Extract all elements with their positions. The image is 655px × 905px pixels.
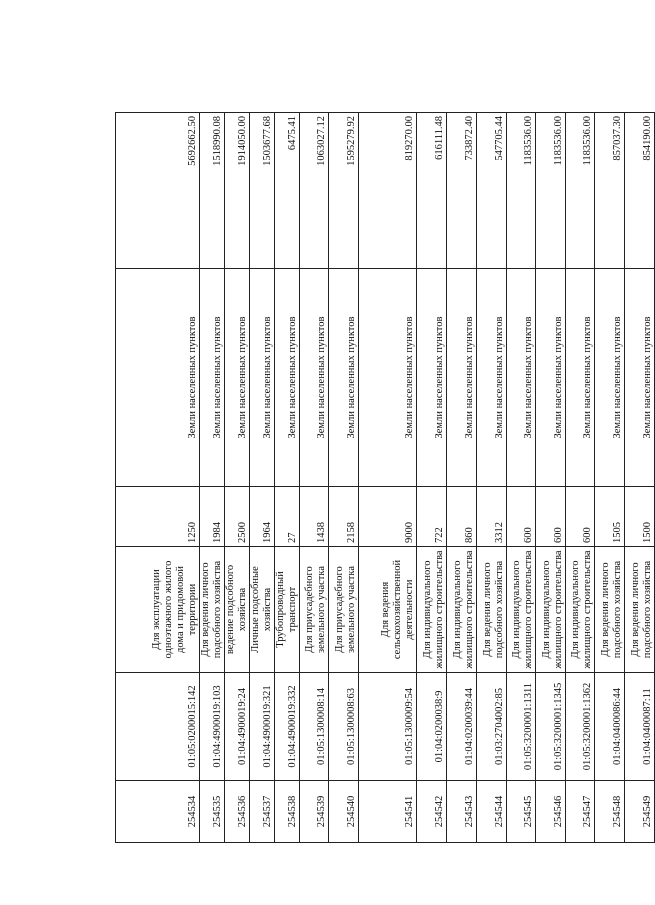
permitted-use: Трубопроводный транспорт — [275, 547, 300, 673]
area-value: 9000 — [359, 487, 417, 547]
cadastral-value: 1063027.12 — [300, 113, 329, 269]
permitted-use: Для индивидуального жилищного строительства — [566, 547, 595, 673]
cadastral-value: 1183536.00 — [536, 113, 566, 269]
table-row — [447, 113, 477, 843]
cadastral-number: 01:04:4900019:24 — [225, 673, 250, 781]
table-row — [625, 113, 655, 843]
table-row — [417, 113, 447, 843]
row-id: 254547 — [566, 781, 595, 843]
cadastral-value: 1503677.68 — [250, 113, 275, 269]
permitted-use: Личные подсобные хозяйства — [250, 547, 275, 673]
permitted-use: Для ведения личного подсобного хозяйства — [625, 547, 655, 673]
cadastral-value: 5692662.50 — [116, 113, 200, 269]
permitted-use: Для эксплуатации одноэтажного жилого дома и придомовой территории — [116, 547, 200, 673]
row-id: 254544 — [477, 781, 507, 843]
area-value: 600 — [536, 487, 566, 547]
cadastral-number: 01:05:1300008:14 — [300, 673, 329, 781]
cadastral-value: 547705.44 — [477, 113, 507, 269]
row-id: 254537 — [250, 781, 275, 843]
land-category: Земли населенных пунктов — [566, 269, 595, 487]
cadastral-value: 616111.48 — [417, 113, 447, 269]
cadastral-number: 01:05:1300009:54 — [359, 673, 417, 781]
row-id: 254542 — [417, 781, 447, 843]
table-row — [275, 113, 300, 843]
area-value: 600 — [507, 487, 536, 547]
row-id: 254540 — [329, 781, 359, 843]
table-row — [477, 113, 507, 843]
cadastral-number: 01:05:1300008:63 — [329, 673, 359, 781]
table-row — [566, 113, 595, 843]
area-value: 1984 — [200, 487, 225, 547]
land-category: Земли населенных пунктов — [116, 269, 200, 487]
land-category: Земли населенных пунктов — [275, 269, 300, 487]
cadastral-number: 01:04:0200038:9 — [417, 673, 447, 781]
land-parcel-table — [115, 112, 655, 843]
area-value: 600 — [566, 487, 595, 547]
row-id: 254546 — [536, 781, 566, 843]
permitted-use: Для индивидуального жилищного строительства — [507, 547, 536, 673]
permitted-use: Для ведения личного подсобного хозяйства — [477, 547, 507, 673]
cadastral-number: 01:05:3200001:1345 — [536, 673, 566, 781]
table-row — [225, 113, 250, 843]
cadastral-number: 01:05:3200001:1311 — [507, 673, 536, 781]
cadastral-value: 1914050.00 — [225, 113, 250, 269]
row-id: 254534 — [116, 781, 200, 843]
row-id: 254541 — [359, 781, 417, 843]
land-category: Земли населенных пунктов — [329, 269, 359, 487]
area-value: 1250 — [116, 487, 200, 547]
area-value: 1505 — [595, 487, 625, 547]
table-row — [200, 113, 225, 843]
permitted-use: Для индивидуального жилищного строительства — [417, 547, 447, 673]
land-category: Земли населенных пунктов — [250, 269, 275, 487]
area-value: 1964 — [250, 487, 275, 547]
area-value: 1500 — [625, 487, 655, 547]
cadastral-value: 1518990.08 — [200, 113, 225, 269]
land-category: Земли населенных пунктов — [300, 269, 329, 487]
land-category: Земли населенных пунктов — [595, 269, 625, 487]
permitted-use: Для ведения личного подсобного хозяйства — [595, 547, 625, 673]
land-category: Земли населенных пунктов — [536, 269, 566, 487]
table-row — [595, 113, 625, 843]
table-row — [300, 113, 329, 843]
row-id: 254538 — [275, 781, 300, 843]
cadastral-number: 01:03:2704002:85 — [477, 673, 507, 781]
cadastral-number: 01:04:0200039:44 — [447, 673, 477, 781]
area-value: 860 — [447, 487, 477, 547]
table-row — [329, 113, 359, 843]
row-id: 254548 — [595, 781, 625, 843]
land-category: Земли населенных пунктов — [200, 269, 225, 487]
area-value: 1438 — [300, 487, 329, 547]
rotated-page — [115, 113, 653, 843]
cadastral-number: 01:04:0400087:11 — [625, 673, 655, 781]
permitted-use: Для приусадебного земельного участка — [300, 547, 329, 673]
table-row — [250, 113, 275, 843]
row-id: 254539 — [300, 781, 329, 843]
table-row — [536, 113, 566, 843]
permitted-use: ведение подсобного хозяйства — [225, 547, 250, 673]
cadastral-value: 854190.00 — [625, 113, 655, 269]
land-category: Земли населенных пунктов — [225, 269, 250, 487]
cadastral-value: 857037.30 — [595, 113, 625, 269]
cadastral-number: 01:04:4900019:332 — [275, 673, 300, 781]
area-value: 722 — [417, 487, 447, 547]
land-category: Земли населенных пунктов — [447, 269, 477, 487]
table-body — [116, 113, 655, 843]
row-id: 254549 — [625, 781, 655, 843]
land-category: Земли населенных пунктов — [625, 269, 655, 487]
cadastral-number: 01:04:4900019:321 — [250, 673, 275, 781]
row-id: 254543 — [447, 781, 477, 843]
land-category: Земли населенных пунктов — [359, 269, 417, 487]
land-category: Земли населенных пунктов — [417, 269, 447, 487]
cadastral-value: 1595279.92 — [329, 113, 359, 269]
land-category: Земли населенных пунктов — [507, 269, 536, 487]
cadastral-value: 1183536.00 — [566, 113, 595, 269]
permitted-use: Для ведения сельскохозяйственной деятельности — [359, 547, 417, 673]
area-value: 2158 — [329, 487, 359, 547]
area-value: 27 — [275, 487, 300, 547]
table-row — [359, 113, 417, 843]
land-category: Земли населенных пунктов — [477, 269, 507, 487]
row-id: 254545 — [507, 781, 536, 843]
cadastral-number: 01:05:3200001:1362 — [566, 673, 595, 781]
row-id: 254536 — [225, 781, 250, 843]
area-value: 3312 — [477, 487, 507, 547]
cadastral-value: 819270.00 — [359, 113, 417, 269]
cadastral-value: 1183536.00 — [507, 113, 536, 269]
permitted-use: Для ведения личного подсобного хозяйства — [200, 547, 225, 673]
cadastral-number: 01:04:0400086:44 — [595, 673, 625, 781]
permitted-use: Для приусадебного земельного участка — [329, 547, 359, 673]
row-id: 254535 — [200, 781, 225, 843]
area-value: 2500 — [225, 487, 250, 547]
cadastral-number: 01:04:4900019:103 — [200, 673, 225, 781]
permitted-use: Для индивидуального жилищного строительства — [536, 547, 566, 673]
table-row — [116, 113, 200, 843]
table-row — [507, 113, 536, 843]
cadastral-value: 733872.40 — [447, 113, 477, 269]
permitted-use: Для индивидуального жилищного строительства — [447, 547, 477, 673]
cadastral-value: 6475.41 — [275, 113, 300, 269]
cadastral-number: 01:05:0200015:142 — [116, 673, 200, 781]
